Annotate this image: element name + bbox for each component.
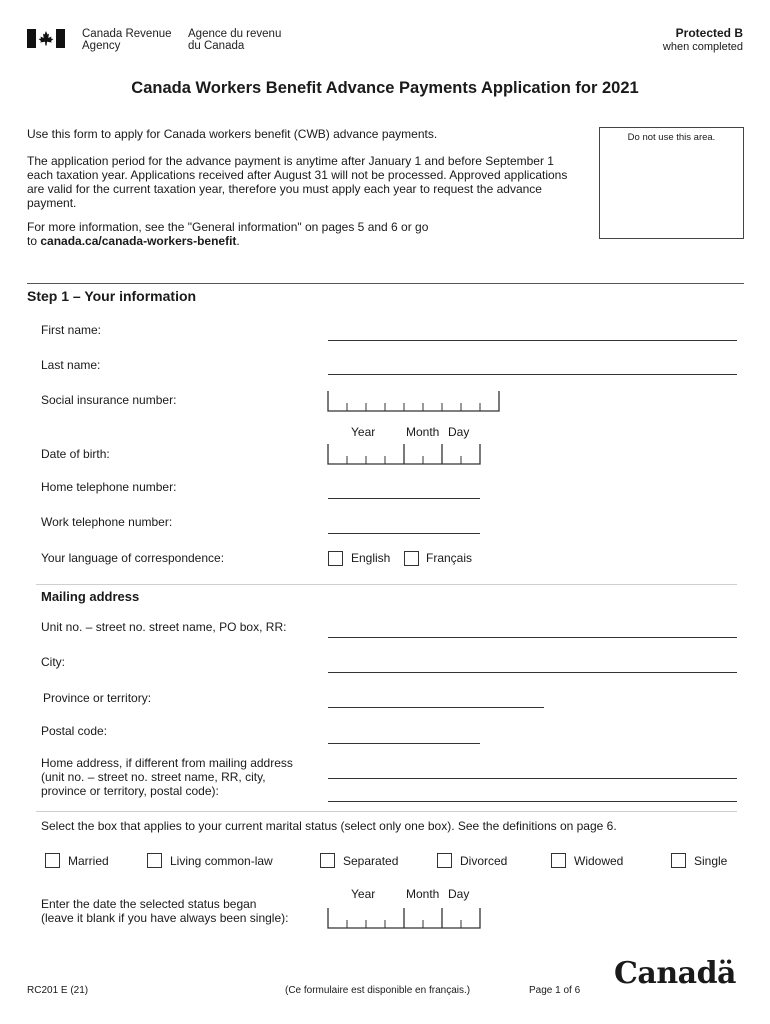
common-law-checkbox[interactable] <box>147 853 162 868</box>
postal-code-label: Postal code: <box>41 724 108 738</box>
status-date-label <box>41 897 288 925</box>
work-phone-label: Work telephone number: <box>41 515 173 529</box>
divorced-label: Divorced <box>460 854 508 868</box>
sin-field[interactable] <box>327 391 501 412</box>
home-address-line: Home address, if different from mailing address <box>41 756 293 770</box>
agency-fr-line2: du Canada <box>188 40 245 52</box>
english-label: English <box>351 551 391 565</box>
home-phone-label: Home telephone number: <box>41 480 177 494</box>
dob-month-header: Month <box>406 425 440 439</box>
canada-flag-icon <box>27 29 65 48</box>
first-name-label: First name: <box>41 323 102 337</box>
city-label: City: <box>41 655 65 669</box>
section-divider <box>27 283 744 284</box>
status-year-header: Year <box>351 887 376 901</box>
intro-p2-line: payment. <box>27 196 77 210</box>
dob-field[interactable] <box>327 444 482 465</box>
first-name-field[interactable] <box>328 340 737 341</box>
work-phone-field[interactable] <box>328 533 480 534</box>
office-use-label: Do not use this area. <box>627 132 716 143</box>
status-day-header: Day <box>448 887 470 901</box>
mailing-heading: Mailing address <box>41 589 140 604</box>
intro-p3-to: to <box>27 234 41 248</box>
page-number: Page 1 of 6 <box>529 985 581 996</box>
city-field[interactable] <box>328 672 737 673</box>
protected-label: Protected B <box>675 26 743 40</box>
status-date-field[interactable] <box>327 908 482 929</box>
cwb-link[interactable]: canada.ca/canada-workers-benefit <box>40 234 237 248</box>
agency-en-line1: Canada Revenue <box>82 28 172 40</box>
widowed-label: Widowed <box>574 854 624 868</box>
agency-fr-line1: Agence du revenu <box>188 28 282 40</box>
single-label: Single <box>694 854 728 868</box>
status-month-header: Month <box>406 887 440 901</box>
home-address-field-1[interactable] <box>328 778 737 779</box>
common-law-label: Living common-law <box>170 854 273 868</box>
step1-heading: Step 1 – Your information <box>27 288 197 304</box>
home-address-line: province or territory, postal code): <box>41 784 219 798</box>
last-name-label: Last name: <box>41 358 101 372</box>
section-divider <box>36 584 737 585</box>
intro-p3-end: . <box>236 234 240 248</box>
dob-day-header: Day <box>448 425 470 439</box>
office-use-box <box>599 127 744 239</box>
married-label: Married <box>68 854 109 868</box>
language-label: Your language of correspondence: <box>41 551 225 565</box>
status-date-line: (leave it blank if you have always been single): <box>41 911 289 925</box>
separated-label: Separated <box>343 854 399 868</box>
last-name-field[interactable] <box>328 374 737 375</box>
home-address-line: (unit no. – street no. street name, RR, city, <box>41 770 266 784</box>
agency-en-line2: Agency <box>82 40 121 52</box>
status-date-line: Enter the date the selected status began <box>41 897 257 911</box>
street-field[interactable] <box>328 637 737 638</box>
province-field[interactable] <box>328 707 544 708</box>
section-divider <box>36 811 737 812</box>
sin-label: Social insurance number: <box>41 393 177 407</box>
intro-p2-line: are valid for the current taxation year, therefore you must apply each year to request the advance <box>27 182 542 196</box>
dob-label: Date of birth: <box>41 447 110 461</box>
intro-paragraph-2 <box>27 154 602 210</box>
marital-instruction: Select the box that applies to your current marital status (select only one box). See the definitions on page 6. <box>41 819 617 833</box>
french-checkbox[interactable] <box>404 551 419 566</box>
street-label: Unit no. – street no. street name, PO box, RR: <box>41 620 287 634</box>
english-checkbox[interactable] <box>328 551 343 566</box>
protected-marking <box>663 26 743 53</box>
home-phone-field[interactable] <box>328 498 480 499</box>
divorced-checkbox[interactable] <box>437 853 452 868</box>
intro-p2-line: each taxation year. Applications received after August 31 will not be processed. Approved applications <box>27 168 568 182</box>
home-address-field-2[interactable] <box>328 801 737 802</box>
canada-wordmark: Canadä <box>614 956 736 991</box>
form-title: Canada Workers Benefit Advance Payments Application for 2021 <box>131 79 639 97</box>
french-availability-note: (Ce formulaire est disponible en français.) <box>285 985 471 996</box>
form-id: RC201 E (21) <box>27 985 89 996</box>
intro-paragraph-3 <box>27 220 428 248</box>
home-address-label <box>41 756 293 798</box>
when-completed-label: when completed <box>662 41 743 53</box>
postal-code-field[interactable] <box>328 743 480 744</box>
dob-year-header: Year <box>351 425 376 439</box>
intro-p3-line2 <box>27 234 428 248</box>
province-label: Province or territory: <box>43 691 152 705</box>
agency-name-fr <box>188 28 281 52</box>
intro-p2-line: The application period for the advance payment is anytime after January 1 and before September 1 <box>27 154 554 168</box>
intro-p3-line: For more information, see the "General information" on pages 5 and 6 or go <box>27 220 429 234</box>
agency-name-en <box>82 28 172 52</box>
single-checkbox[interactable] <box>671 853 686 868</box>
married-checkbox[interactable] <box>45 853 60 868</box>
widowed-checkbox[interactable] <box>551 853 566 868</box>
intro-paragraph-1: Use this form to apply for Canada workers benefit (CWB) advance payments. <box>27 127 438 141</box>
separated-checkbox[interactable] <box>320 853 335 868</box>
french-label: Français <box>426 551 473 565</box>
